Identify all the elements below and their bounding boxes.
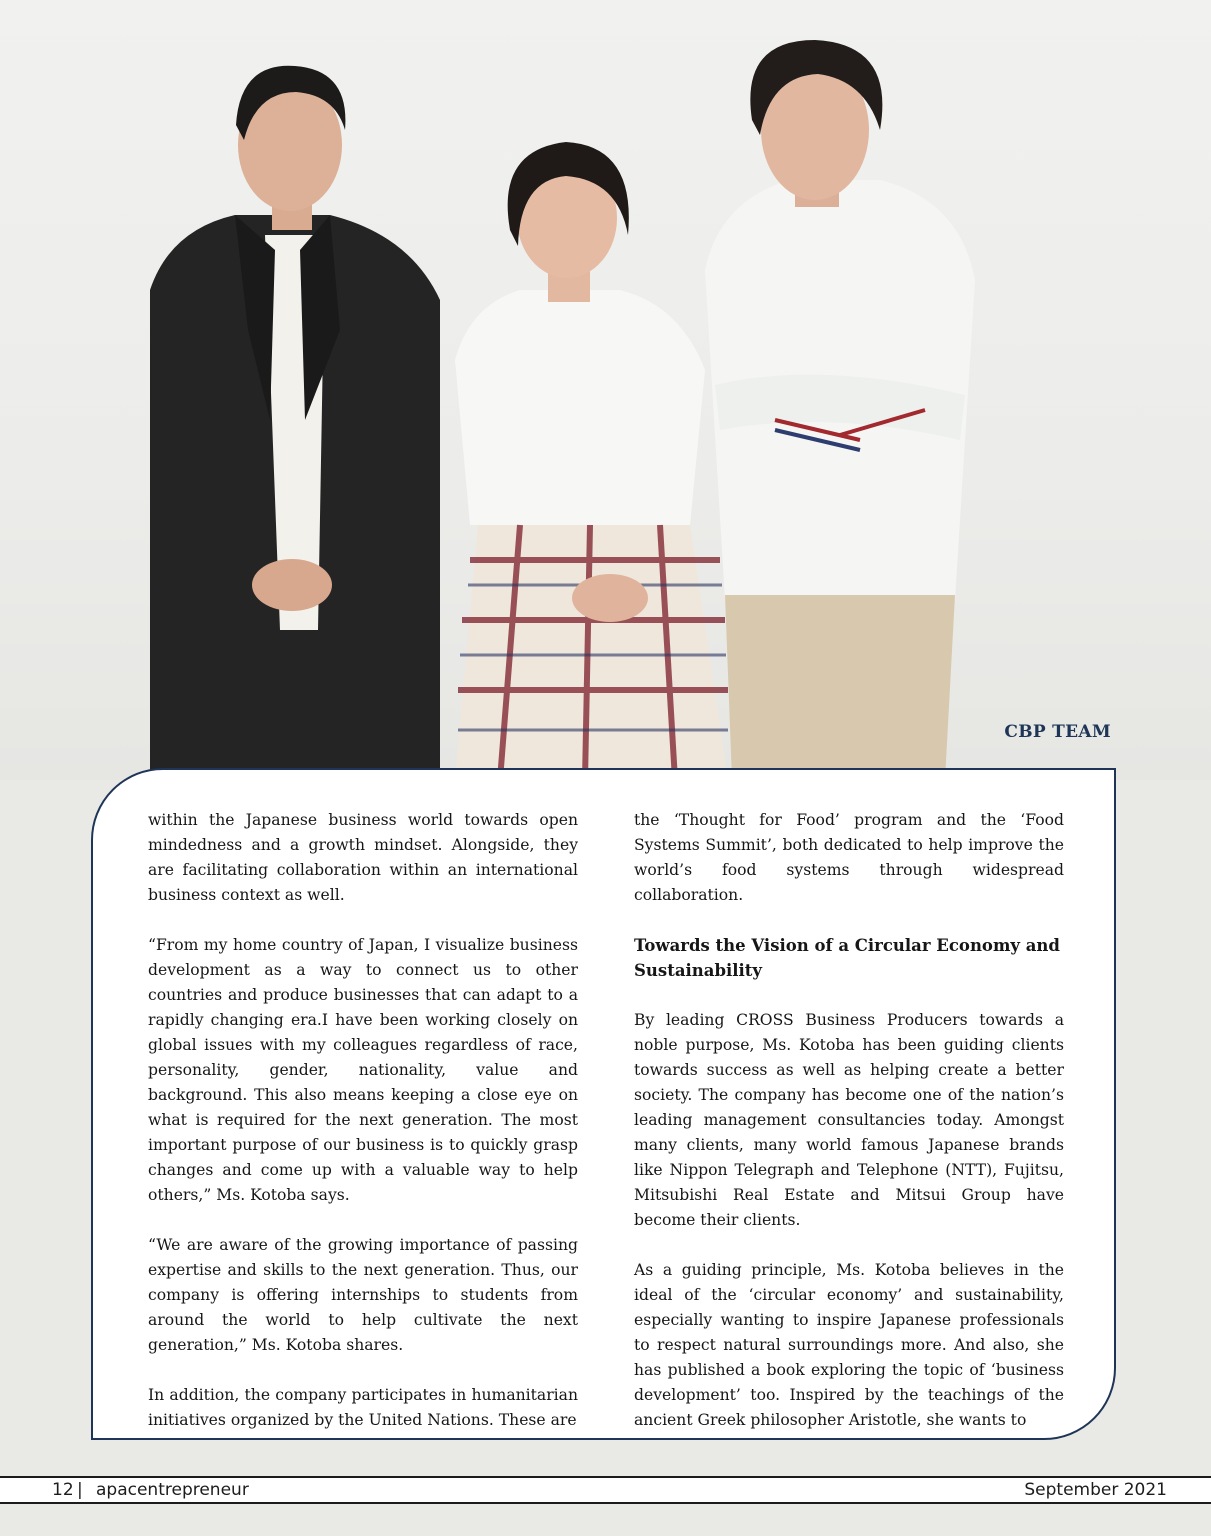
- publication-name: apacentrepreneur: [96, 1480, 249, 1500]
- article-left-column: [148, 808, 578, 1458]
- article-paragraph: As a guiding principle, Ms. Kotoba believes in the ideal of the ‘circular economy’ and sustainability, especially wanting to inspire Japanese professionals to respect natural surroundings more. And also, she has published a book exploring the topic of ‘business development’ too. Inspired by the teachings of the ancient Greek philosopher Aristotle, she wants to: [634, 1261, 1064, 1429]
- article-text-box: [91, 768, 1116, 1440]
- section-heading: Towards the Vision of a Circular Economy and Sustainability: [634, 936, 1060, 980]
- person-right: [705, 40, 975, 780]
- footer-separator: |: [77, 1480, 83, 1500]
- article-paragraph: the ‘Thought for Food’ program and the ‘Food Systems Summit’, both dedicated to help improve the world’s food systems through widespread collaboration.: [634, 811, 1064, 904]
- article-paragraph: By leading CROSS Business Producers towards a noble purpose, Ms. Kotoba has been guiding clients towards success as well as helping create a better society. The company has become one of the nation’s leading management consultancies today. Amongst many clients, many world famous Japanese brands like Nippon Telegraph and Telephone (NTT), Fujitsu, Mitsubishi Real Estate and Mitsui Group have become their clients.: [634, 1011, 1064, 1229]
- article-paragraph: In addition, the company participates in humanitarian initiatives organized by the United Nations. These are: [148, 1386, 578, 1429]
- page-number: 12: [52, 1480, 74, 1500]
- page-footer: [0, 1476, 1211, 1504]
- article-right-column: [634, 808, 1064, 1458]
- article-paragraph: within the Japanese business world towards open mindedness and a growth mindset. Alongside, they are facilitating collaboration within an international business context as well.: [148, 811, 578, 904]
- page-bottom-margin: [0, 1504, 1211, 1536]
- article-paragraph: “We are aware of the growing importance of passing expertise and skills to the next generation. Thus, our company is offering internships to students from around the world to help cultivate the next generation,” Ms. Kotoba shares.: [148, 1236, 578, 1354]
- issue-date: September 2021: [1024, 1480, 1167, 1500]
- person-left: [150, 66, 440, 780]
- photo-caption: CBP TEAM: [1004, 722, 1111, 742]
- person-middle: [455, 142, 728, 780]
- article-paragraph: “From my home country of Japan, I visualize business development as a way to connect us to other countries and produce businesses that can adapt to a rapidly changing era.I have been working closely on global issues with my colleagues regardless of race, personality, gender, nationality, value and background. This also means keeping a close eye on what is required for the next generation. The most important purpose of our business is to quickly grasp changes and come up with a valuable way to help others,” Ms. Kotoba says.: [148, 936, 578, 1204]
